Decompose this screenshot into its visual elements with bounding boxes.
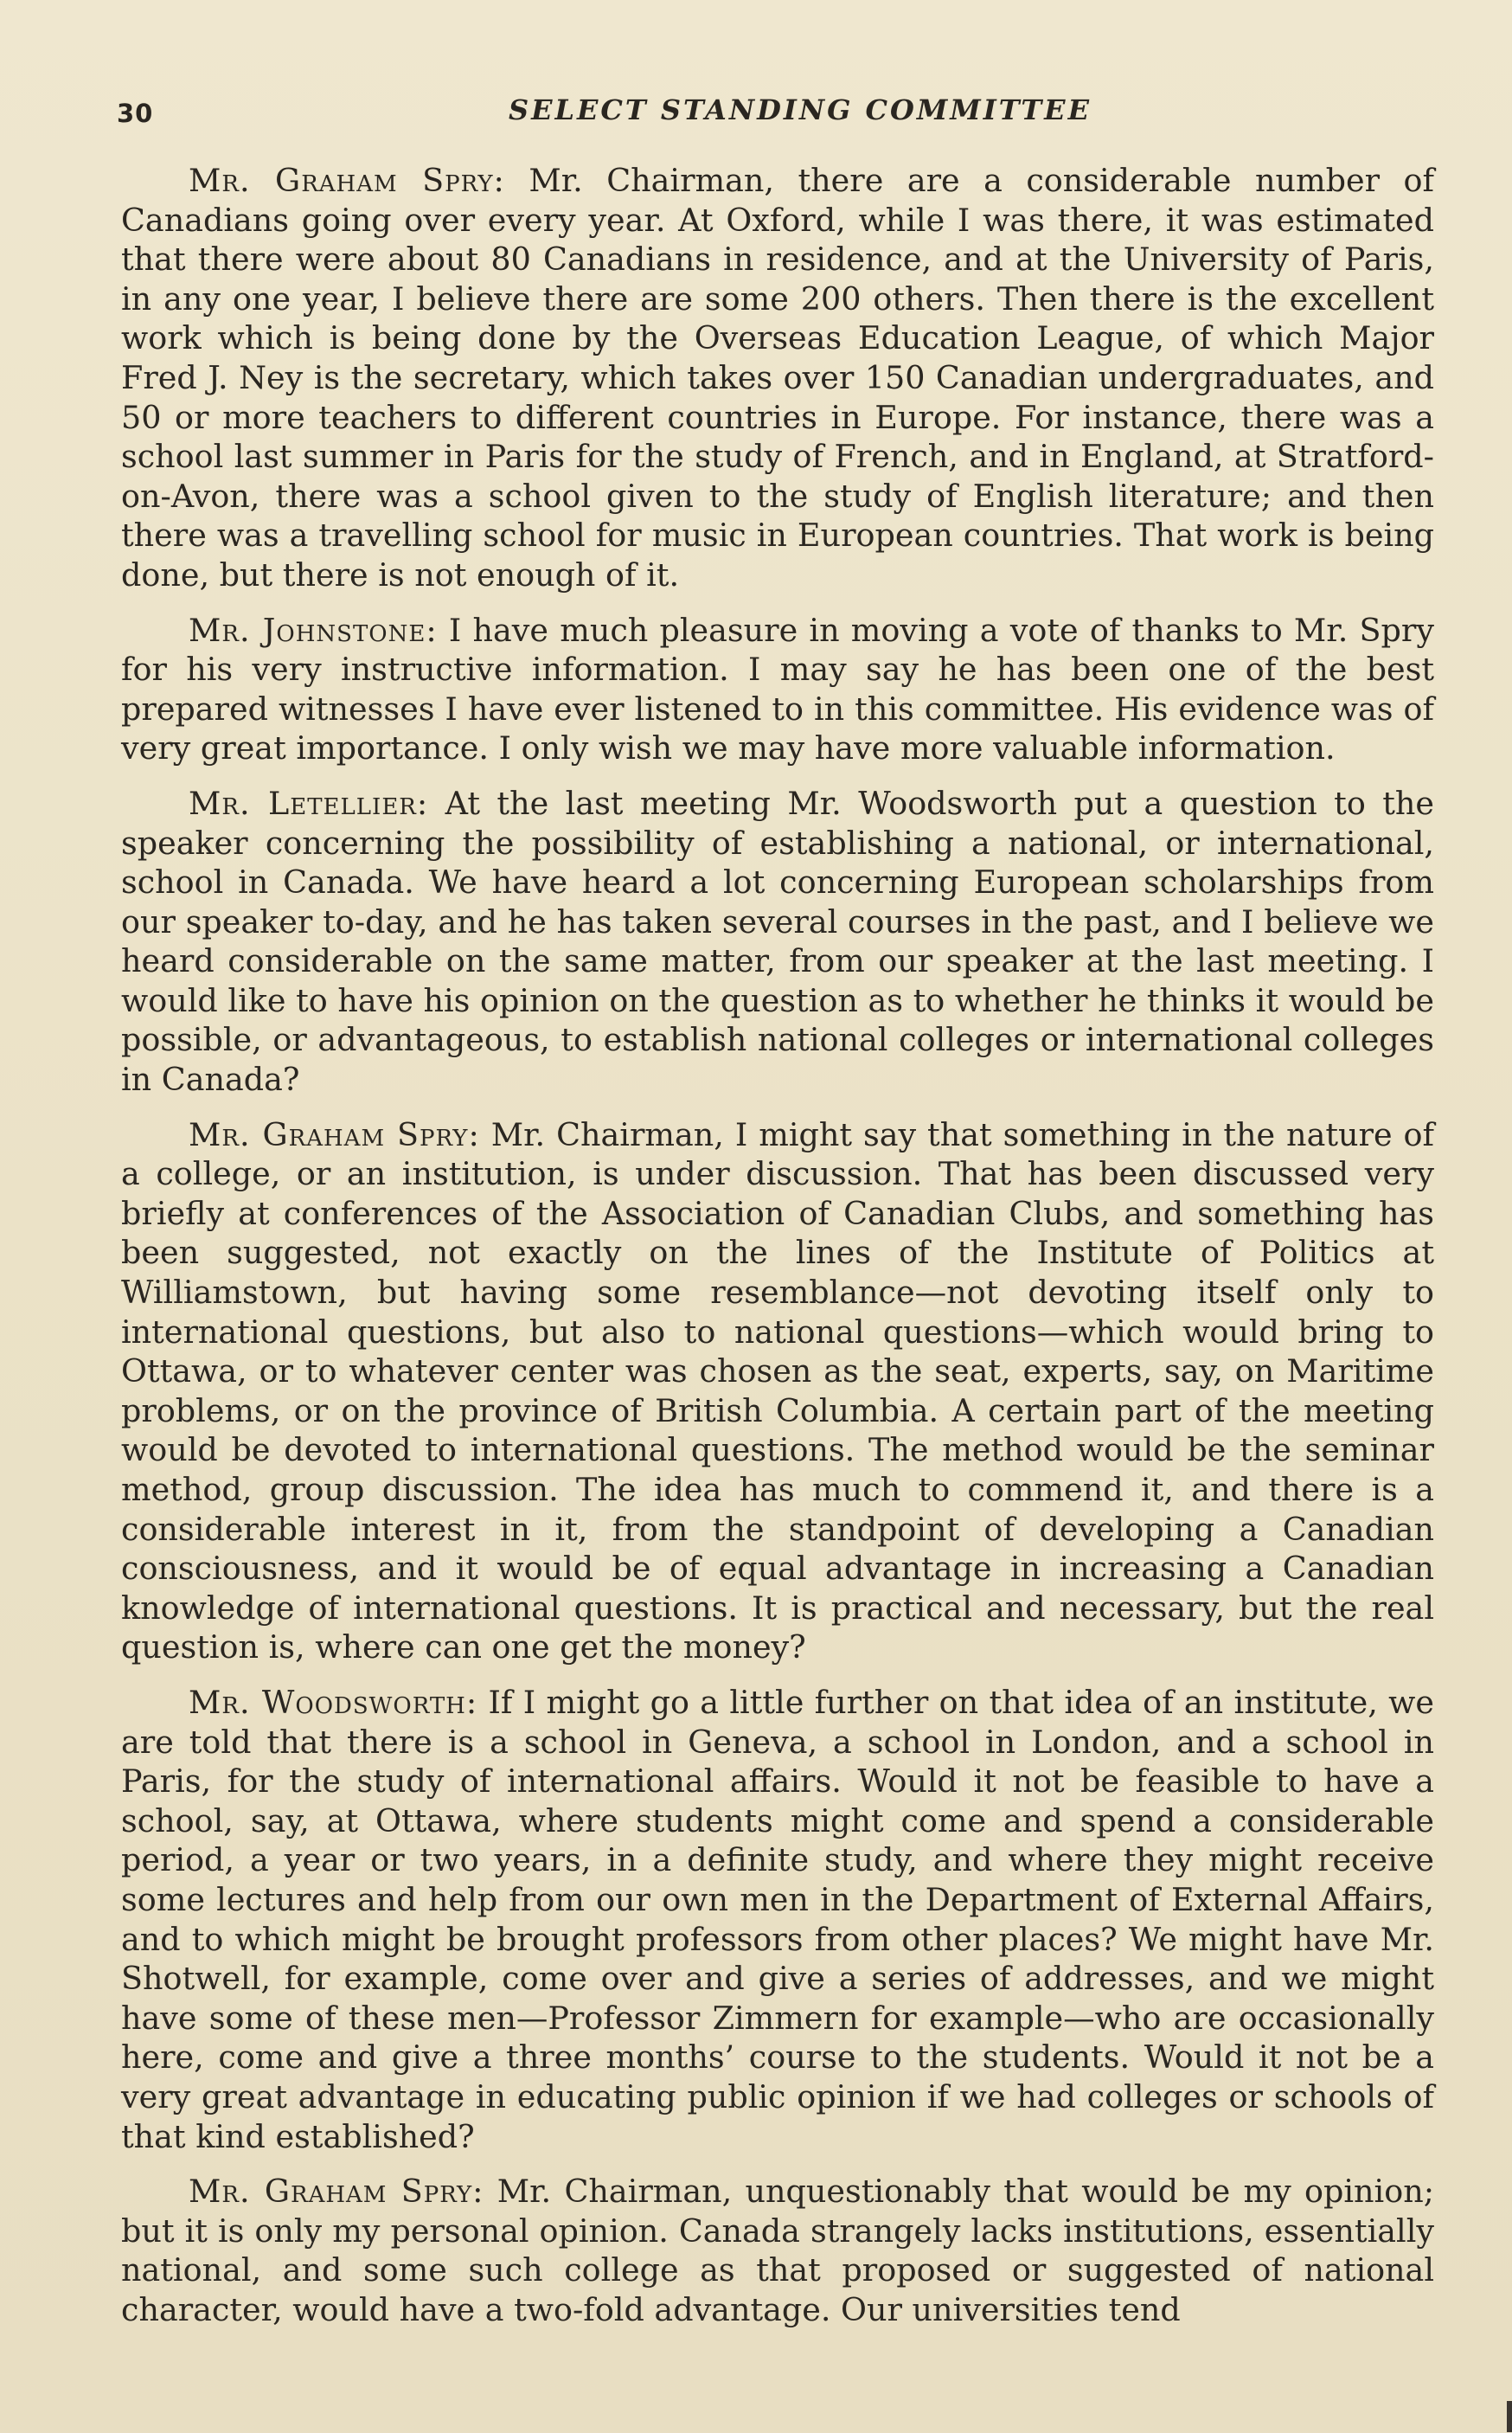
speaker-name: Mr. Graham Spry:: [189, 162, 505, 199]
testimony-text: I have much pleasure in moving a vote of thanks to Mr. Spry for his very instructive information. I may say he has been one of the best prepared witnesses I have ever listened to in this committee. His evidence was of very great importance. I only wish we may have more valuable information.: [121, 611, 1434, 767]
speaker-name: Mr. Graham Spry:: [189, 2173, 484, 2211]
testimony-text: At the last meeting Mr. Woodsworth put a question to the speaker concerning the possibility of establishing a national, or international, school in Canada. We have heard a lot concerning European scholarships from our speaker to-day, and he has taken several courses in the past, and I believe we heard considerable on the same matter, from our speaker at the last meeting. I would like to have his opinion on the question as to whether he thinks it would be possible, or advantageous, to establish national colleges or international colleges in Canada?: [121, 784, 1434, 1099]
transcript-body: [121, 161, 1434, 2345]
testimony-text: Mr. Chairman, unquestionably that would be my opinion; but it is only my personal opinion. Canada strangely lacks institutions, essentially national, and some such college as that proposed or suggested of national character, would have a two-fold advantage. Our universities tend: [121, 2173, 1434, 2328]
edge-mark: [1507, 2401, 1512, 2432]
speaker-name: Mr. Johnstone:: [189, 611, 438, 649]
testimony-text: Mr. Chairman, I might say that something in the nature of a college, or an institution, is under discussion. That has been discussed very briefly at conferences of the Association of Canadian Clubs, and something has been suggested, not exactly on the lines of the Institute of Politics at Williamstown, but having some resemblance—not devoting itself only to international questions, but also to national questions—which would bring to Ottawa, or to whatever center was chosen as the seat, experts, say, on Maritime problems, or on the province of British Columbia. A certain part of the meeting would be devoted to international questions. The method would be the seminar method, group discussion. The idea has much to commend it, and there is a considerable interest in it, from the standpoint of developing a Canadian consciousness, and it would be of equal advantage in increasing a Canadian knowledge of international questions. It is practical and necessary, but the real question is, where can one get the money?: [121, 1115, 1434, 1666]
testimony-paragraph: [121, 611, 1434, 768]
testimony-paragraph: [121, 161, 1434, 595]
testimony-paragraph: [121, 784, 1434, 1100]
speaker-name: Mr. Letellier:: [189, 784, 429, 822]
speaker-name: Mr. Woodsworth:: [189, 1683, 478, 1721]
testimony-text: Mr. Chairman, there are a considerable number of Canadians going over every year. At Oxford, while I was there, it was estimated that there were about 80 Canadians in residence, and at the University of Paris, in any one year, I believe there are some 200 others. Then there is the excellent work which is being done by the Overseas Education League, of which Major Fred J. Ney is the secretary, which takes over 150 Canadian undergraduates, and 50 or more teachers to different countries in Europe. For instance, there was a school last summer in Paris for the study of French, and in England, at Stratford-on-Avon, there was a school given to the study of English literature; and then there was a travelling school for music in European countries. That work is being done, but there is not enough of it.: [121, 162, 1434, 594]
page-header: [117, 93, 1440, 137]
testimony-paragraph: [121, 2172, 1434, 2329]
running-title: SELECT STANDING COMMITTEE: [509, 93, 1092, 126]
testimony-paragraph: [121, 1115, 1434, 1667]
testimony-paragraph: [121, 1683, 1434, 2156]
page-number: 30: [117, 99, 154, 128]
speaker-name: Mr. Graham Spry:: [189, 1115, 480, 1153]
testimony-text: If I might go a little further on that idea of an institute, we are told that there is a school in Geneva, a school in London, and a school in Paris, for the study of international affairs. Would it not be feasible to have a school, say, at Ottawa, where students might come and spend a considerable period, a year or two years, in a definite study, and where they might receive some lectures and help from our own men in the Department of External Affairs, and to which might be brought professors from other places? We might have Mr. Shotwell, for example, come over and give a series of addresses, and we might have some of these men—Professor Zimmern for example—who are occasionally here, come and give a three months’ course to the students. Would it not be a very great advantage in educating public opinion if we had colleges or schools of that kind established?: [121, 1683, 1434, 2155]
